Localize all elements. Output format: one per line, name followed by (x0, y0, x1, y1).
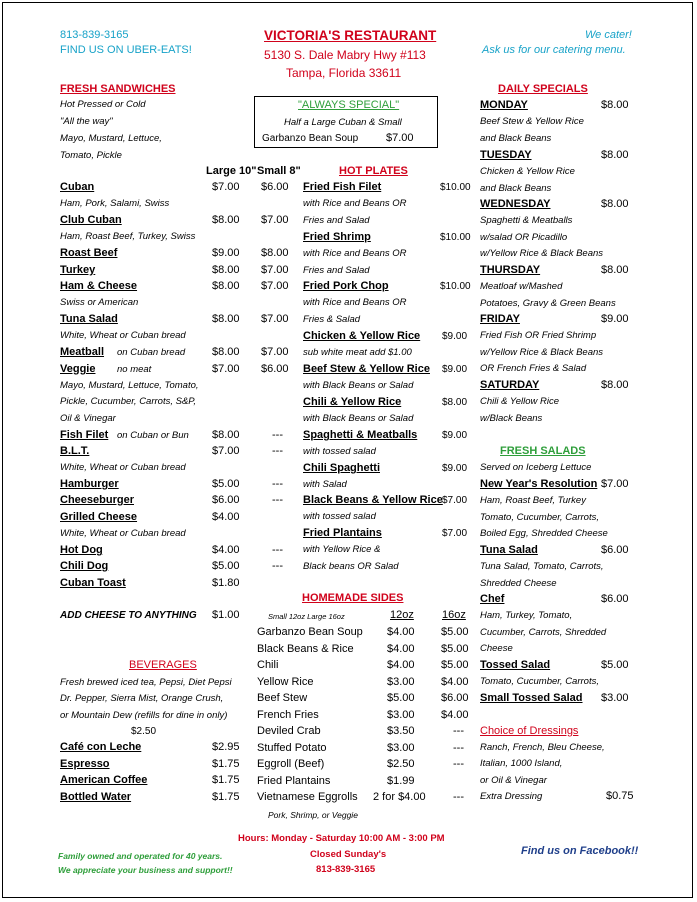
side-price-12oz: $1.99 (387, 774, 415, 787)
salad-desc: Boiled Egg, Shredded Cheese (480, 528, 608, 539)
sandwich-price-large: $7.00 (212, 445, 240, 457)
salad-name: Small Tossed Salad (480, 692, 583, 704)
sandwich-name: Hot Dog (60, 544, 103, 556)
veggie-desc-1: Mayo, Mustard, Lettuce, Tomato, (60, 380, 199, 391)
thanks-note: We appreciate your business and support!! (58, 865, 233, 875)
beverage-price: $2.95 (212, 741, 240, 753)
sandwich-intro-line: Hot Pressed or Cold (60, 99, 146, 110)
hot-plate-name: Beef Stew & Yellow Rice (303, 363, 430, 375)
sandwich-desc: Ham, Roast Beef, Turkey, Swiss (60, 231, 196, 242)
daily-desc: Chili & Yellow Rice (480, 396, 560, 407)
sandwich-price-small: $7.00 (261, 313, 289, 325)
daily-price: $8.00 (601, 149, 629, 161)
sandwich-price-large: $8.00 (212, 264, 240, 276)
sandwich-price-small: --- (272, 560, 283, 572)
sandwich-desc: Swiss or American (60, 297, 139, 308)
sandwich-name: Tuna Salad (60, 313, 118, 325)
daily-price: $8.00 (601, 264, 629, 276)
salad-price: $6.00 (601, 544, 629, 556)
hot-plate-name: Fried Shrimp (303, 231, 371, 243)
side-price-16oz: $5.00 (441, 659, 469, 671)
hot-plate-name: Black Beans & Yellow Rice (303, 494, 443, 506)
facebook-note: Find us on Facebook!! (521, 845, 639, 857)
hot-plate-desc: with Salad (303, 479, 347, 490)
side-price-12oz: $3.50 (387, 725, 415, 737)
salads-title: FRESH SALADS (500, 445, 586, 457)
daily-price: $8.00 (601, 379, 629, 391)
sandwich-price-small: --- (272, 445, 283, 457)
hot-plate-name: Chili & Yellow Rice (303, 396, 402, 408)
hot-plate-price: $7.00 (442, 495, 468, 506)
footer-phone: 813-839-3165 (316, 864, 376, 875)
sandwich-price-small: --- (272, 494, 283, 506)
beverage-name: American Coffee (60, 774, 148, 786)
side-name: Yellow Rice (257, 675, 314, 688)
hot-plate-name: Fried Fish Filet (303, 181, 382, 193)
salad-desc: Tomato, Cucumber, Carrots, (480, 676, 599, 687)
dressings-line-1: Ranch, French, Bleu Cheese, (480, 742, 605, 753)
sandwich-price-small: $8.00 (261, 247, 289, 259)
side-price-16oz: --- (453, 725, 464, 737)
sandwich-price-large: $8.00 (212, 214, 240, 226)
veggie-desc-3: Oil & Vinegar (60, 413, 116, 424)
daily-desc: and Black Beans (480, 132, 552, 144)
salads-intro: Served on Iceberg Lettuce (480, 462, 592, 473)
salad-desc: Tomato, Cucumber, Carrots, (480, 511, 599, 523)
sandwich-price-small: $7.00 (261, 214, 289, 226)
veggie-desc-2: Pickle, Cucumber, Carrots, S&P, (60, 396, 197, 407)
hot-plate-desc: Fries and Salad (303, 264, 370, 276)
side-price-16oz: $5.00 (441, 642, 469, 655)
hot-plate-price: $10.00 (440, 182, 471, 193)
beverage-name: Café con Leche (60, 741, 142, 753)
sandwich-name: Club Cuban (60, 214, 122, 226)
salad-price: $7.00 (601, 478, 629, 490)
sandwich-price-large: $9.00 (212, 247, 240, 259)
side-name: Chili (257, 659, 279, 671)
side-price-12oz: $3.00 (387, 675, 415, 688)
eggroll-note: Pork, Shrimp, or Veggie (268, 810, 358, 820)
hot-plate-price: $7.00 (442, 528, 468, 539)
side-name: Beef Stew (257, 692, 308, 704)
side-name: Garbanzo Bean Soup (257, 626, 363, 638)
daily-price: $9.00 (601, 313, 629, 325)
hot-plates-title: HOT PLATES (339, 165, 408, 177)
side-price-16oz: --- (453, 758, 464, 770)
sides-size-note: Small 12oz Large 16oz (268, 612, 345, 621)
salad-price: $6.00 (601, 593, 629, 605)
salad-price: $3.00 (601, 692, 629, 704)
side-price-12oz: $3.00 (387, 708, 415, 721)
sides-12oz-header: 12oz (390, 609, 414, 621)
side-price-16oz: --- (453, 791, 464, 803)
beverages-desc-1: Fresh brewed iced tea, Pepsi, Diet Pepsi (60, 677, 232, 688)
hot-plate-desc: with tossed salad (303, 446, 376, 457)
daily-desc: Spaghetti & Meatballs (480, 215, 573, 226)
sandwich-desc: White, Wheat or Cuban bread (60, 462, 186, 473)
beverage-name: Bottled Water (60, 790, 132, 803)
salad-name: Chef (480, 593, 505, 605)
daily-desc: Meatloaf w/Mashed (480, 281, 563, 292)
sandwich-price-large: $6.00 (212, 494, 240, 506)
daily-day: THURSDAY (480, 264, 541, 276)
sandwich-name: Veggie (60, 363, 96, 375)
sandwich-desc: White, Wheat or Cuban bread (60, 330, 186, 341)
salad-desc: Tuna Salad, Tomato, Carrots, (480, 561, 604, 572)
side-name: Vietnamese Eggrolls (257, 791, 358, 803)
hot-plate-desc: Fries & Salad (303, 313, 361, 325)
sandwich-price-large: $8.00 (212, 346, 240, 358)
sandwich-intro-line: Tomato, Pickle (60, 150, 122, 161)
hot-plate-price: $9.00 (442, 364, 468, 375)
salad-name: Tossed Salad (480, 659, 551, 671)
sandwich-name: Meatball (60, 346, 105, 358)
daily-desc: Beef Stew & Yellow Rice (480, 116, 584, 127)
beverages-desc-2: Dr. Pepper, Sierra Mist, Orange Crush, (60, 693, 224, 704)
sandwich-name: Cuban (60, 181, 95, 193)
salad-price: $5.00 (601, 659, 629, 671)
address-line-1: 5130 S. Dale Mabry Hwy #113 (264, 48, 426, 62)
sandwich-price-large: $1.80 (212, 577, 240, 589)
side-name: Stuffed Potato (257, 741, 327, 754)
sandwich-price-large: $5.00 (212, 560, 240, 572)
hot-plate-desc: with Rice and Beans OR (303, 248, 407, 259)
sandwich-desc: Ham, Pork, Salami, Swiss (60, 198, 170, 209)
hot-plate-desc: with Rice and Beans OR (303, 198, 407, 209)
daily-desc: w/Yellow Rice & Black Beans (480, 248, 604, 259)
extra-dressing: Extra Dressing (480, 791, 543, 802)
sandwich-price-large: $8.00 (212, 429, 240, 441)
sandwich-price-small: --- (272, 429, 283, 441)
hot-plate-name: Fried Plantains (303, 527, 382, 539)
always-special-price: $7.00 (386, 132, 414, 144)
extra-dressing-price: $0.75 (606, 790, 634, 802)
hours: Hours: Monday - Saturday 10:00 AM - 3:00 PM (238, 833, 445, 844)
side-price-12oz: $3.00 (387, 741, 415, 754)
family-owned-note: Family owned and operated for 40 years. (58, 851, 223, 861)
size-small-header: Small 8" (257, 165, 301, 177)
sandwich-name: Ham & Cheese (60, 280, 138, 292)
hot-plate-name: Chicken & Yellow Rice (303, 330, 421, 342)
salad-name: New Year's Resolution (480, 478, 598, 490)
side-price-12oz: $4.00 (387, 642, 415, 655)
address-line-2: Tampa, Florida 33611 (286, 66, 402, 80)
hot-plate-desc: sub white meat add $1.00 (303, 347, 412, 358)
sandwich-name: Cheeseburger (60, 494, 134, 506)
sandwich-note: on Cuban bread (117, 347, 186, 358)
sandwich-price-large: $4.00 (212, 544, 240, 556)
side-price-16oz: $6.00 (441, 692, 469, 704)
side-price-12oz: $5.00 (387, 692, 415, 704)
add-cheese-price: $1.00 (212, 609, 240, 621)
hot-plate-desc: with tossed salad (303, 511, 376, 522)
catering-menu-note: Ask us for our catering menu. (482, 44, 626, 56)
hot-plate-desc: with Black Beans or Salad (303, 413, 414, 424)
always-special-line1: Half a Large Cuban & Small (284, 117, 402, 128)
sandwich-price-small: $6.00 (261, 181, 289, 193)
salad-desc: Shredded Cheese (480, 577, 557, 589)
sandwich-price-small: $7.00 (261, 346, 289, 358)
sandwich-price-small: $6.00 (261, 363, 289, 375)
hot-plate-price: $9.00 (442, 463, 468, 474)
dressings-line-2: Italian, 1000 Island, (480, 758, 563, 769)
sandwich-name: Grilled Cheese (60, 511, 138, 523)
beverage-price: $1.75 (212, 774, 240, 786)
sides-title: HOMEMADE SIDES (302, 592, 404, 604)
salad-name: Tuna Salad (480, 544, 538, 556)
size-large-header: Large 10" (206, 165, 257, 177)
sandwich-name: Roast Beef (60, 247, 118, 259)
daily-desc: and Black Beans (480, 182, 552, 194)
daily-day: FRIDAY (480, 313, 520, 325)
hot-plate-price: $8.00 (442, 397, 468, 408)
side-price-12oz: $4.00 (387, 626, 415, 638)
sandwich-name: Turkey (60, 264, 96, 276)
sandwich-name: Cuban Toast (60, 577, 126, 589)
daily-desc: w/salad OR Picadillo (480, 231, 568, 243)
sandwich-name: Chili Dog (60, 560, 109, 572)
side-price-16oz: $4.00 (441, 675, 469, 688)
beverages-title: BEVERAGES (129, 659, 197, 671)
side-name: Fried Plantains (257, 774, 331, 787)
salad-desc: Ham, Roast Beef, Turkey (480, 495, 586, 506)
salad-desc: Cheese (480, 643, 513, 654)
hot-plate-price: $9.00 (442, 430, 468, 441)
dressings-title: Choice of Dressings (480, 725, 579, 737)
dressings-line-3: or Oil & Vinegar (480, 775, 547, 786)
side-price-12oz: 2 for $4.00 (373, 791, 426, 803)
sandwich-price-small: $7.00 (261, 264, 289, 276)
beverage-price: $1.75 (212, 757, 240, 770)
sides-16oz-header: 16oz (442, 609, 466, 621)
sandwich-price-large: $7.00 (212, 363, 240, 375)
sandwiches-title: FRESH SANDWICHES (60, 83, 176, 95)
hot-plate-desc: Fries and Salad (303, 214, 370, 226)
side-price-16oz: $4.00 (441, 708, 469, 721)
always-special-line2: Garbanzo Bean Soup (262, 133, 359, 144)
sandwich-note: on Cuban or Bun (117, 430, 189, 441)
sandwich-price-small: $7.00 (261, 280, 289, 292)
sandwich-price-large: $7.00 (212, 181, 240, 193)
restaurant-name: VICTORIA'S RESTAURANT (264, 28, 437, 43)
side-price-12oz: $2.50 (387, 758, 415, 770)
side-name: Eggroll (Beef) (257, 758, 325, 770)
header-phone: 813-839-3165 (60, 29, 129, 41)
sandwich-name: B.L.T. (60, 445, 90, 457)
daily-desc: w/Yellow Rice & Black Beans (480, 346, 604, 358)
daily-price: $8.00 (601, 99, 629, 111)
sandwich-name: Hamburger (60, 478, 119, 490)
always-special-title: "ALWAYS SPECIAL" (298, 99, 400, 111)
daily-price: $8.00 (601, 198, 629, 210)
hot-plate-price: $10.00 (440, 281, 471, 292)
sandwich-price-large: $5.00 (212, 478, 240, 490)
sandwich-intro-line: Mayo, Mustard, Lettuce, (60, 133, 162, 144)
sandwich-price-small: --- (272, 544, 283, 556)
closed-sundays: Closed Sunday's (310, 849, 387, 860)
hot-plate-price: $10.00 (440, 232, 471, 243)
daily-day: SATURDAY (480, 379, 540, 391)
sandwich-intro-line: "All the way" (60, 116, 113, 127)
sandwich-price-large: $8.00 (212, 313, 240, 325)
salad-desc: Cucumber, Carrots, Shredded (480, 626, 607, 638)
hot-plate-price: $9.00 (442, 331, 468, 342)
salad-desc: Ham, Turkey, Tomato, (480, 610, 573, 621)
hot-plate-desc: with Rice and Beans OR (303, 297, 407, 308)
beverage-name: Espresso (60, 757, 110, 770)
daily-desc: w/Black Beans (480, 412, 543, 424)
side-name: Black Beans & Rice (257, 642, 354, 655)
daily-desc: Chicken & Yellow Rice (480, 166, 575, 177)
side-name: French Fries (257, 708, 319, 721)
hot-plate-name: Fried Pork Chop (303, 280, 389, 292)
sandwich-price-large: $8.00 (212, 280, 240, 292)
sandwich-desc: White, Wheat or Cuban bread (60, 528, 186, 539)
add-cheese-note: ADD CHEESE TO ANYTHING (60, 610, 197, 621)
daily-desc: OR French Fries & Salad (480, 363, 587, 374)
hot-plate-name: Spaghetti & Meatballs (303, 429, 418, 441)
fountain-price: $2.50 (131, 726, 157, 737)
beverages-desc-3: or Mountain Dew (refills for dine in only) (60, 710, 228, 721)
hot-plate-desc: with Black Beans or Salad (303, 380, 414, 391)
hot-plate-name: Chili Spaghetti (303, 462, 380, 474)
we-cater-note: We cater! (585, 29, 632, 41)
daily-day: TUESDAY (480, 149, 532, 161)
daily-day: WEDNESDAY (480, 198, 551, 210)
hot-plate-desc: with Yellow Rice & (303, 544, 381, 555)
sandwich-note: no meat (117, 364, 152, 375)
daily-desc: Fried Fish OR Fried Shrimp (480, 330, 597, 341)
side-price-16oz: $5.00 (441, 626, 469, 638)
uber-eats-note: FIND US ON UBER-EATS! (60, 44, 192, 56)
daily-specials-title: DAILY SPECIALS (498, 83, 588, 95)
sandwich-price-large: $4.00 (212, 511, 240, 523)
beverage-price: $1.75 (212, 790, 240, 803)
hot-plate-desc: Black beans OR Salad (303, 560, 399, 572)
daily-day: MONDAY (480, 99, 528, 111)
side-name: Deviled Crab (257, 725, 321, 737)
side-price-12oz: $4.00 (387, 659, 415, 671)
sandwich-price-small: --- (272, 478, 283, 490)
sandwich-name: Fish Filet (60, 429, 109, 441)
daily-desc: Potatoes, Gravy & Green Beans (480, 297, 616, 309)
side-price-16oz: --- (453, 741, 464, 754)
